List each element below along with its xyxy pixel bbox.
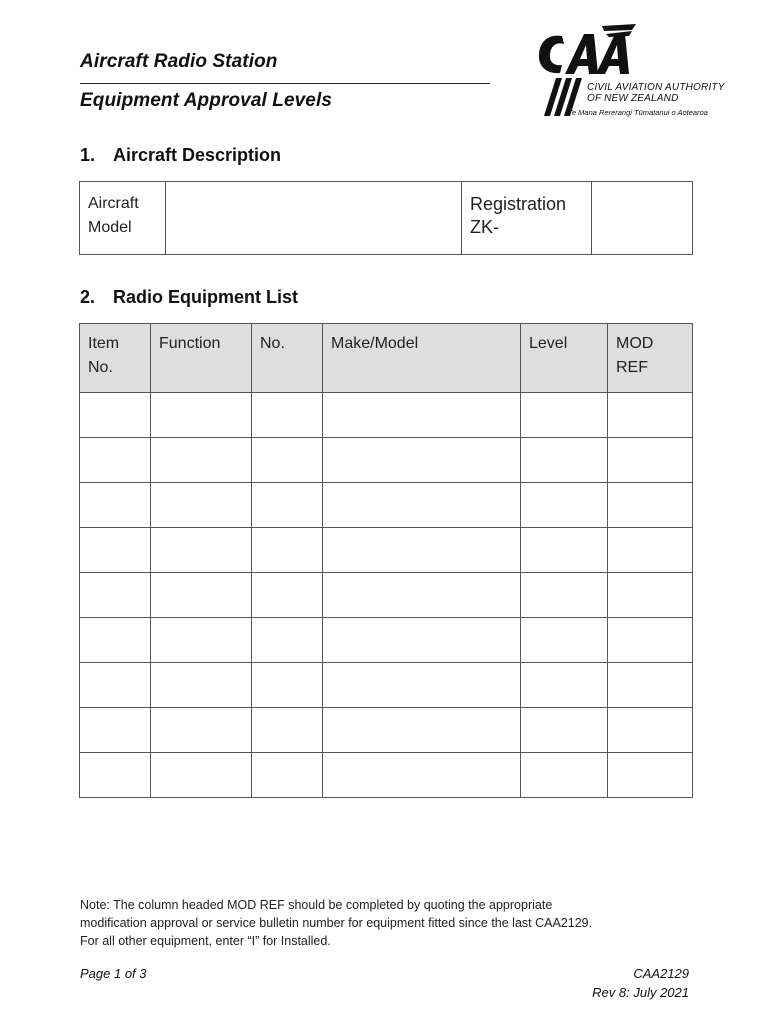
item-no-cell[interactable] [80,708,151,753]
column-header-line2: REF [616,359,648,376]
section-number: 1. [80,145,96,165]
registration-label: Registration [470,194,567,214]
column-header-mod-ref [608,324,693,393]
table-row [80,708,693,753]
mod-ref-cell[interactable] [608,618,693,663]
table-row [80,393,693,438]
level-cell[interactable] [521,663,608,708]
make-model-cell[interactable] [323,573,521,618]
table-row [80,753,693,798]
section-aircraft-description-heading [80,145,281,166]
title-divider [80,83,490,84]
make-model-cell[interactable] [323,663,521,708]
form-code: CAA2129 [633,966,689,981]
column-header-line1: Function [159,335,221,352]
column-header-line1: Level [529,335,568,352]
no-cell[interactable] [252,528,323,573]
aircraft-model-label-line2: Model [88,219,132,236]
section-radio-equipment-heading [80,287,298,308]
function-cell[interactable] [151,618,252,663]
level-cell[interactable] [521,753,608,798]
logo-maori-name: Te Mana Rererangi Tūmatanui o Aotearoa [568,108,708,117]
no-cell[interactable] [252,438,323,483]
function-cell[interactable] [151,528,252,573]
mod-ref-cell[interactable] [608,708,693,753]
level-cell[interactable] [521,528,608,573]
no-cell[interactable] [252,663,323,708]
mod-ref-cell[interactable] [608,663,693,708]
column-header-line1: Make/Model [331,335,419,352]
section-title: Radio Equipment List [113,287,299,307]
aircraft-description-table [79,181,693,255]
aircraft-model-field[interactable] [166,182,462,255]
document-title: Aircraft Radio Station [80,51,278,72]
page-number: Page 1 of 3 [80,966,147,981]
item-no-cell[interactable] [80,393,151,438]
level-cell[interactable] [521,393,608,438]
item-no-cell[interactable] [80,438,151,483]
item-no-cell[interactable] [80,618,151,663]
aircraft-model-label-cell [80,182,166,255]
level-cell[interactable] [521,483,608,528]
function-cell[interactable] [151,393,252,438]
item-no-cell[interactable] [80,573,151,618]
table-row [80,573,693,618]
logo-authority-line1: CIVIL AVIATION AUTHORITY [587,82,725,93]
item-no-cell[interactable] [80,483,151,528]
mod-ref-cell[interactable] [608,753,693,798]
function-cell[interactable] [151,573,252,618]
column-header-no [252,324,323,393]
column-header-line1: No. [260,335,285,352]
table-row [80,483,693,528]
table-row [80,528,693,573]
table-row [80,438,693,483]
function-cell[interactable] [151,663,252,708]
make-model-cell[interactable] [323,393,521,438]
no-cell[interactable] [252,483,323,528]
document-subtitle: Equipment Approval Levels [80,90,333,111]
level-cell[interactable] [521,573,608,618]
mod-ref-cell[interactable] [608,573,693,618]
level-cell[interactable] [521,438,608,483]
section-title: Aircraft Description [113,145,282,165]
column-header-item-no [80,324,151,393]
mod-ref-note [80,896,700,950]
column-header-line2: No. [88,359,113,376]
radio-equipment-table [79,323,693,798]
column-header-line1: Item [88,335,120,352]
function-cell[interactable] [151,708,252,753]
item-no-cell[interactable] [80,663,151,708]
make-model-cell[interactable] [323,708,521,753]
column-header-function [151,324,252,393]
no-cell[interactable] [252,618,323,663]
table-row [80,618,693,663]
make-model-cell[interactable] [323,528,521,573]
level-cell[interactable] [521,618,608,663]
registration-field[interactable] [592,182,693,255]
equipment-rows [80,393,693,798]
level-cell[interactable] [521,708,608,753]
column-header-line1: MOD [616,335,654,352]
no-cell[interactable] [252,708,323,753]
no-cell[interactable] [252,573,323,618]
section-number: 2. [80,287,96,307]
registration-prefix: ZK- [470,217,499,237]
make-model-cell[interactable] [323,618,521,663]
item-no-cell[interactable] [80,753,151,798]
caa-logo [532,22,725,122]
mod-ref-cell[interactable] [608,438,693,483]
table-header-row [80,324,693,393]
column-header-make-model [323,324,521,393]
note-line2: modification approval or service bulletin number for equipment fitted since the last CAA2129. [80,916,593,930]
function-cell[interactable] [151,483,252,528]
note-line3: For all other equipment, enter “I” for Installed. [80,934,331,948]
mod-ref-cell[interactable] [608,483,693,528]
make-model-cell[interactable] [323,483,521,528]
no-cell[interactable] [252,393,323,438]
note-line1: Note: The column headed MOD REF should be completed by quoting the appropriate [80,898,553,912]
aircraft-model-label-line1: Aircraft [88,195,139,212]
mod-ref-cell[interactable] [608,393,693,438]
function-cell[interactable] [151,438,252,483]
revision-date: Rev 8: July 2021 [592,985,689,1000]
registration-label-cell [462,182,592,255]
item-no-cell[interactable] [80,528,151,573]
logo-authority-line2: OF NEW ZEALAND [587,93,679,104]
make-model-cell[interactable] [323,753,521,798]
column-header-level [521,324,608,393]
mod-ref-cell[interactable] [608,528,693,573]
caa-logo-mark-icon [532,22,722,122]
table-row [80,663,693,708]
make-model-cell[interactable] [323,438,521,483]
no-cell[interactable] [252,753,323,798]
function-cell[interactable] [151,753,252,798]
